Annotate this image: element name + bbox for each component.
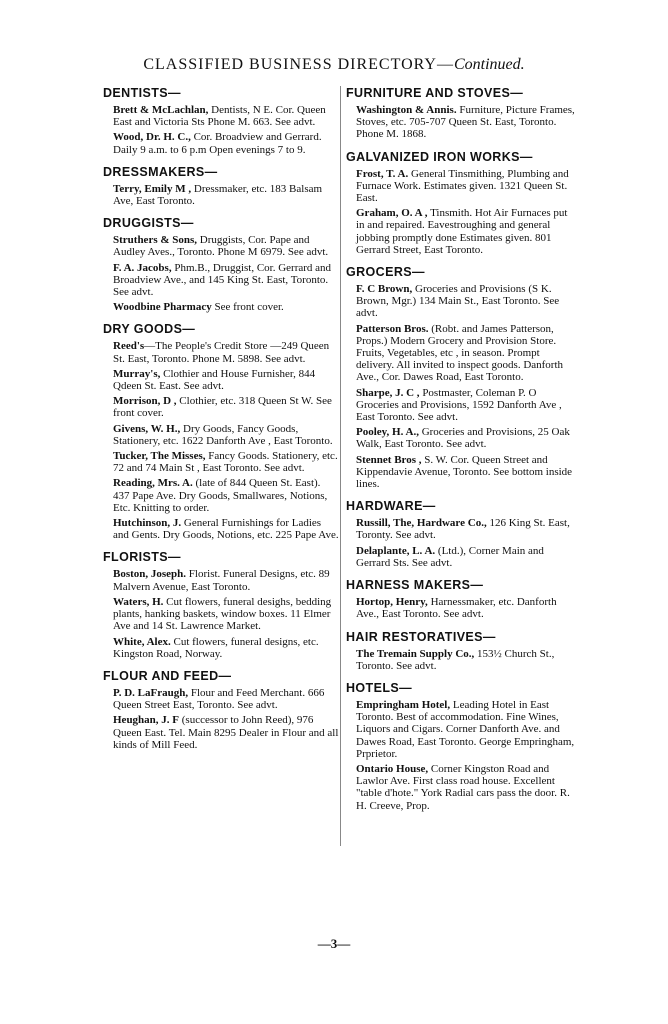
directory-entry: [103, 596, 339, 633]
business-details: 153½ Church St., Toronto. See advt.: [356, 647, 555, 672]
business-details: Druggists, Cor. Pape and Audley Aves., Toronto. Phone M 6979. See advt.: [113, 234, 329, 259]
directory-entry: [103, 423, 339, 447]
directory-entry: [103, 568, 339, 592]
directory-entry: [346, 207, 576, 256]
business-details: (Ltd.), Corner Main and Gerrard Sts. See advt.: [356, 544, 544, 569]
business-name: White, Alex.: [113, 635, 171, 648]
directory-section: [346, 578, 576, 620]
business-details: General Furnishings for Ladies and Gents. Dry Goods, Notions, etc. 225 Pape Ave.: [113, 517, 339, 542]
directory-entry: [103, 340, 339, 364]
directory-section: [103, 86, 339, 156]
business-name: Givens, W. H.,: [113, 422, 181, 435]
business-details: Harnessmaker, etc. Danforth Ave., East Toronto. See advt.: [356, 596, 557, 621]
page-title-text: CLASSIFIED BUSINESS DIRECTORY—: [143, 56, 454, 73]
directory-entry: [346, 545, 576, 569]
business-name: F. A. Jacobs,: [113, 261, 172, 274]
directory-entry: [103, 714, 339, 751]
directory-entry: [346, 323, 576, 384]
column-divider: [340, 86, 341, 846]
business-name: Delaplante, L. A.: [356, 544, 436, 557]
business-name: Struthers & Sons,: [113, 234, 198, 247]
business-details: Groceries and Provisions, 25 Oak Walk, East Toronto. See advt.: [356, 426, 570, 451]
business-name: F. C Brown,: [356, 283, 413, 296]
directory-entry: [103, 262, 339, 299]
directory-section: [103, 216, 339, 313]
section-heading: DRUGGISTS—: [103, 216, 194, 231]
directory-section: [346, 630, 576, 672]
directory-entry: [346, 648, 576, 672]
business-details: Phm.B., Druggist, Cor. Gerrard and Broadview Ave., and 145 King St. East, Toronto. See advt.: [113, 261, 332, 299]
business-details: Leading Hotel in East Toronto. Best of accommodation. Fine Wines, Liquors and Cigars. Corner Danforth Ave. and Dawes Road, East Toronto. George Empringham, Prprietor.: [356, 698, 575, 760]
business-name: Waters, H.: [113, 595, 164, 608]
business-name: Sharpe, J. C ,: [356, 386, 420, 399]
page-number: —3—: [317, 936, 351, 951]
business-details: Groceries and Provisions (S K. Brown, Mgr.) 134 Main St., East Toronto. See advt.: [356, 283, 560, 320]
business-details: (late of 844 Queen St. East). 437 Pape Ave. Dry Goods, Smallwares, Notions, Etc. Knitting to order.: [113, 477, 328, 514]
right-column: [346, 86, 576, 821]
directory-entry: [103, 234, 339, 258]
business-name: Russill, The, Hardware Co.,: [356, 517, 487, 530]
business-details: See front cover.: [211, 301, 284, 314]
directory-entry: [103, 450, 339, 474]
business-details: S. W. Cor. Queen Street and Kippendavie Avenue, Toronto. See bottom inside lines.: [356, 453, 573, 491]
section-heading: FURNITURE AND STOVES—: [346, 86, 524, 100]
directory-section: [103, 322, 339, 541]
section-heading: DRY GOODS—: [103, 322, 196, 337]
directory-entry: [103, 183, 339, 207]
directory-entry: [346, 387, 576, 424]
business-details: Florist. Funeral Designs, etc. 89 Malvern Avenue, East Toronto.: [113, 568, 330, 593]
directory-section: [346, 499, 576, 569]
directory-entry: [346, 699, 576, 760]
business-name: Reading, Mrs. A.: [113, 477, 193, 490]
directory-section: [346, 265, 576, 490]
business-name: Graham, O. A ,: [356, 207, 428, 220]
directory-entry: [103, 687, 339, 711]
business-name: The Tremain Supply Co.,: [356, 647, 475, 660]
business-details: Corner Kingston Road and Lawlor Ave. First class road house. Excellent "table d'hote." York Radial cars pass the door. R. H. Creeve, Prop.: [356, 762, 570, 812]
directory-entry: [346, 104, 576, 141]
business-name: Pooley, H. A.,: [356, 426, 419, 439]
directory-entry: [346, 763, 576, 812]
business-details: Flour and Feed Merchant. 666 Queen Street East, Toronto. See advt.: [113, 686, 325, 712]
business-details: Dentists, N E. Cor. Queen East and Victoria Sts Phone M. 663. See advt.: [113, 104, 326, 129]
business-name: Hortop, Henry,: [356, 596, 428, 609]
section-heading: HAIR RESTORATIVES—: [346, 629, 496, 644]
business-details: Furniture, Picture Frames, Stoves, etc. 705-707 Queen St. East, Toronto. Phone M. 1868.: [356, 104, 575, 141]
business-details: Cut flowers, funeral desighs, bedding plants, hanking baskets, window boxes. 11 Elmer Ave and 14 St. Lawrence Market.: [113, 595, 332, 633]
business-name: Patterson Bros.: [356, 322, 429, 335]
business-name: Wood, Dr. H. C.,: [113, 131, 191, 144]
section-heading: HARNESS MAKERS—: [346, 578, 484, 593]
business-details: Dressmaker, etc. 183 Balsam Ave, East Toronto.: [113, 182, 323, 208]
directory-entry: [346, 517, 576, 541]
business-name: Terry, Emily M ,: [113, 182, 192, 195]
business-details: Fancy Goods. Stationery, etc. 72 and 74 Main St , East Toronto. See advt.: [113, 450, 338, 475]
business-details: 126 King St. East, Toronty. See advt.: [356, 517, 570, 542]
directory-section: [346, 150, 576, 256]
directory-entry: [346, 283, 576, 320]
section-heading: GALVANIZED IRON WORKS—: [346, 149, 533, 164]
directory-entry: [103, 477, 339, 514]
business-name: Morrison, D ,: [113, 395, 177, 408]
business-name: Brett & McLachlan,: [113, 104, 209, 116]
directory-entry: [346, 168, 576, 205]
business-details: Cor. Broadview and Gerrard. Daily 9 a.m. to 6 p.m Open evenings 7 to 9.: [113, 131, 322, 156]
business-details: Clothier, etc. 318 Queen St W. See front cover.: [113, 395, 332, 420]
directory-entry: [103, 517, 339, 541]
business-name: Woodbine Pharmacy: [113, 301, 212, 314]
directory-entry: [103, 131, 339, 155]
left-column: [103, 86, 339, 760]
business-details: —The People's Credit Store —249 Queen St. East, Toronto. Phone M. 5898. See advt.: [113, 340, 330, 365]
business-name: Boston, Joseph.: [113, 568, 187, 581]
business-name: P. D. LaFraugh,: [113, 686, 189, 699]
business-details: Cut flowers, funeral designs, etc. Kingston Road, Norway.: [113, 635, 319, 660]
page-title: [0, 56, 668, 74]
business-name: Empringham Hotel,: [356, 698, 451, 711]
directory-entry: [103, 301, 339, 313]
business-details: Tinsmith. Hot Air Furnaces put in and repaired. Eavestroughing and general jobbing promptly done Estimates given. 801 Gerrard Street, East Toronto.: [356, 207, 568, 256]
directory-entry: [346, 426, 576, 450]
business-name: Hutchinson, J.: [113, 517, 182, 530]
business-details: Dry Goods, Fancy Goods, Stationery, etc. 1622 Danforth Ave , East Toronto.: [113, 422, 333, 447]
directory-section: [346, 681, 576, 812]
directory-section: [103, 165, 339, 207]
business-name: Reed's: [113, 340, 145, 353]
business-details: (successor to John Reed), 976 Queen East. Tel. Main 8295 Dealer in Flour and all kinds of Mill Feed.: [113, 714, 339, 751]
business-details: Clothier and House Furnisher, 844 Qdeen St. East. See advt.: [113, 367, 316, 393]
section-heading: DENTISTS—: [103, 86, 181, 100]
business-name: Murray's,: [113, 367, 161, 380]
section-heading: HARDWARE—: [346, 499, 436, 514]
directory-section: [103, 550, 339, 659]
section-heading: FLOUR AND FEED—: [103, 668, 232, 683]
directory-entry: [103, 368, 339, 392]
business-name: Tucker, The Misses,: [113, 450, 206, 463]
section-heading: FLORISTS—: [103, 550, 181, 565]
directory-entry: [103, 636, 339, 660]
business-name: Washington & Annis.: [356, 104, 457, 116]
section-heading: HOTELS—: [346, 680, 412, 695]
directory-entry: [346, 454, 576, 491]
business-name: Frost, T. A.: [356, 167, 409, 180]
business-name: Ontario House,: [356, 762, 429, 775]
section-heading: DRESSMAKERS—: [103, 164, 218, 179]
business-details: (Robt. and James Patterson, Props.) Modern Grocery and Provision Store. Fruits, Vegetables, etc , in season. Prompt delivery. All invited to inspect goods. Danforth Ave., Cor. Dawes Road, East Toronto.: [356, 322, 564, 384]
business-details: General Tinsmithing, Plumbing and Furnace Work. Estimates given. 1321 Queen St. East.: [356, 167, 569, 205]
business-details: Postmaster, Coleman P. O Groceries and Provisions, 1592 Danforth Ave , East Toronto. See advt.: [356, 386, 562, 424]
business-name: Stennet Bros ,: [356, 453, 422, 466]
directory-section: [103, 669, 339, 751]
page-title-continued: Continued.: [453, 56, 525, 73]
directory-section: [346, 86, 576, 141]
directory-entry: [346, 596, 576, 620]
directory-entry: [103, 395, 339, 419]
directory-entry: [103, 104, 339, 128]
section-heading: GROCERS—: [346, 265, 425, 280]
business-name: Heughan, J. F: [113, 714, 180, 727]
